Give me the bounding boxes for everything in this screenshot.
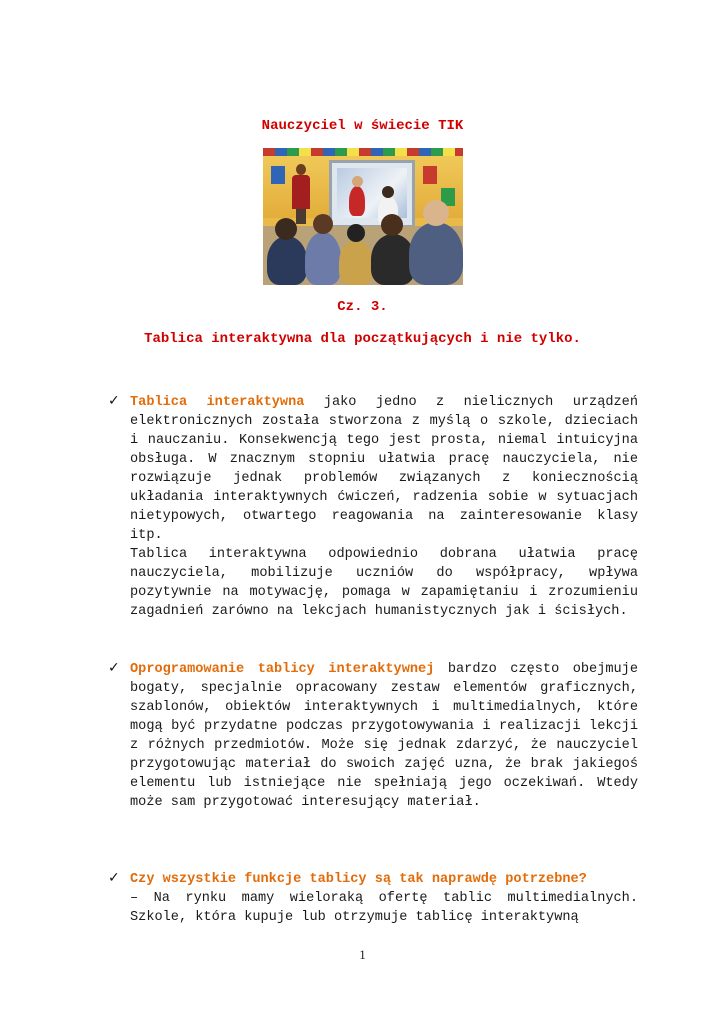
list-item-body: bardzo często obejmuje bogaty, specjalnie opracowany zestaw elementów graficznych, szablonów, obiektów interaktywnych i multimedialnych, które mogą być przydatne podczas przygotowywania i realizacji lekcji z różnych przedmiotów. Może się jednak zdarzyć, że nauczyciel przygotowując materiał do swoich zajęć uzna, że brak jakiegoś elementu lub istniejące nie spełniają jego oczekiwań. Wtedy może sam przygotować interesujący materiał. xyxy=(130,662,638,810)
list-item-text xyxy=(130,870,638,927)
list-item-text-continued xyxy=(130,545,638,621)
list-item-highlight: Oprogramowanie tablicy interaktywnej xyxy=(130,662,435,677)
document-title: Nauczyciel w świecie TIK xyxy=(261,118,464,134)
classroom-photo xyxy=(263,148,463,285)
list-item-body: jako jedno z nielicznych urządzeń elektronicznych została stworzona z myślą o szkole, dzieciach i nauczaniu. Konsekwencją tego jest prosta, niemal intuicyjna obsługa. W znacznym stopniu ułatwia pracę nauczyciela, nie rozwiązuje jednak problemów związanych z koniecznością układania interaktywnych ćwiczeń, radzenia sobie w sytuacjach nietypowych, otwartego reagowania na zainteresowanie klasy itp. xyxy=(130,395,639,543)
list-item-highlight: Tablica interaktywna xyxy=(130,395,305,410)
part-number: Cz. 3. xyxy=(337,299,388,315)
list-item-text xyxy=(130,660,638,812)
document-subtitle: Tablica interaktywna dla początkujących i nie tylko. xyxy=(144,331,581,347)
list-item-text xyxy=(130,393,638,545)
check-mark-icon: ✓ xyxy=(108,660,120,676)
page-number: 1 xyxy=(359,947,366,962)
list-item-body: – Na rynku mamy wieloraką ofertę tablic multimedialnych. Szkole, która kupuje lub otrzymuje tablicę interaktywną xyxy=(130,891,638,925)
check-mark-icon: ✓ xyxy=(108,393,120,409)
list-item-highlight: Czy wszystkie funkcje tablicy są tak naprawdę potrzebne? xyxy=(130,872,587,887)
list-item-body: Tablica interaktywna odpowiednio dobrana ułatwia pracę nauczyciela, mobilizuje uczniów do współpracy, wpływa pozytywnie na motywację, pomaga w zapamiętaniu i zrozumieniu zagadnień zarówno na lekcjach humanistycznych jak i ścisłych. xyxy=(130,547,638,619)
check-mark-icon: ✓ xyxy=(108,870,120,886)
